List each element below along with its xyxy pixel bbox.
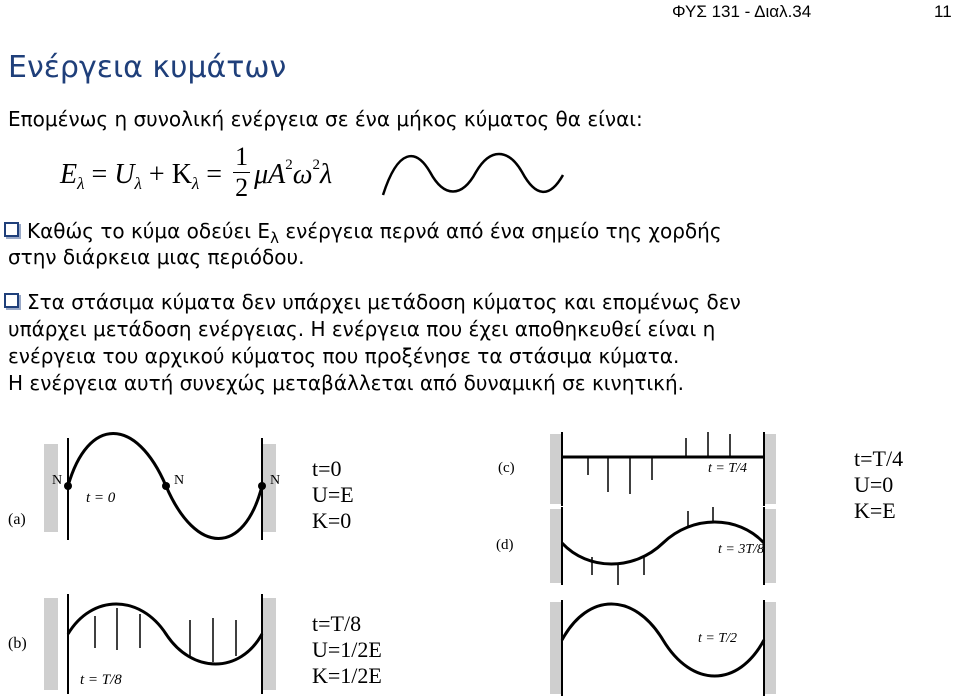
- figure-label: (c): [498, 460, 515, 476]
- checkbox-bullet-icon: [4, 293, 19, 308]
- label-time: t=T/4: [854, 446, 904, 471]
- intro-text: Επομένως η συνολική ενέργεια σε ένα μήκος κύματος θα είναι:: [8, 107, 643, 131]
- label-potential: U=0: [854, 472, 894, 497]
- formula-U: U: [114, 158, 135, 190]
- label-kinetic: K=0: [312, 508, 352, 533]
- formula-sub: λ: [77, 173, 85, 193]
- energy-formula: [60, 142, 333, 207]
- node-label: N: [52, 473, 63, 488]
- page-number: 11: [934, 2, 952, 21]
- state-label-tT8: [312, 611, 382, 689]
- formula-exponent: 2: [312, 156, 321, 173]
- figure-e-string: [548, 598, 780, 696]
- wall-right: [764, 602, 776, 694]
- figure-d-string: [548, 505, 780, 587]
- bullet2-line4: Η ενέργεια αυτή συνεχώς μεταβάλλεται από δυναμική σε κινητική.: [8, 371, 685, 395]
- time-label: t = T/2: [698, 631, 738, 646]
- time-label: t = T/4: [708, 461, 748, 476]
- formula-lambda: λ: [320, 158, 333, 190]
- label-potential: U=E: [312, 482, 354, 507]
- velocity-arrows: [592, 507, 713, 585]
- sine-wave-illustration: [378, 140, 568, 202]
- bullet2-line2: υπάρχει μετάδοση ενέργειας. Η ενέργεια που έχει αποθηκευθεί είναι η: [8, 317, 716, 341]
- sine-wave-curve: [383, 154, 563, 195]
- bullet2-line3: ενέργεια του αρχικού κύματος που προξένησε τα στάσιμα κύματα.: [8, 344, 680, 368]
- state-label-t0: [312, 456, 354, 534]
- formula-equals: =: [206, 158, 223, 190]
- time-label: t = 3T/8: [718, 542, 765, 557]
- figure-a-standing-wave: [0, 430, 300, 546]
- label-kinetic: K=1/2E: [312, 663, 382, 688]
- node-label: N: [174, 473, 185, 488]
- formula-sub: λ: [134, 173, 142, 193]
- formula-omega: ω: [292, 158, 313, 190]
- figure-c-string: [548, 430, 780, 508]
- wall-right: [764, 509, 776, 583]
- formula-A: A: [268, 158, 286, 190]
- bullet1-line1-pre: Καθώς το κύμα οδεύει Ε: [27, 219, 271, 243]
- formula-plus: +: [148, 158, 165, 190]
- wave-string: [68, 604, 262, 664]
- figure-label: (d): [496, 537, 514, 553]
- wall-left: [44, 444, 58, 532]
- label-potential: U=1/2E: [312, 637, 382, 662]
- node-dot: [258, 482, 266, 490]
- slide-title: Ενέργεια κυμάτων: [8, 50, 287, 85]
- formula-equals: =: [91, 158, 108, 190]
- fraction-numerator: 1: [235, 142, 249, 171]
- formula-K: K: [171, 158, 192, 190]
- node-label: N: [270, 473, 281, 488]
- fraction-denominator: 2: [235, 173, 249, 202]
- bullet1-subscript: λ: [270, 229, 279, 247]
- state-label-tT4: [854, 446, 903, 524]
- label-time: t=0: [312, 456, 342, 481]
- formula-sub: λ: [191, 173, 200, 193]
- node-dot: [162, 482, 170, 490]
- checkbox-bullet-icon: [4, 222, 19, 237]
- course-header: ΦΥΣ 131 - Διαλ.34: [672, 2, 812, 21]
- bullet1-line2: στην διάρκεια μιας περιόδου.: [8, 245, 305, 269]
- wall-right: [764, 434, 776, 504]
- time-label: t = T/8: [80, 672, 122, 688]
- figure-d-label-area: [494, 505, 554, 565]
- bullet1-line1-post: ενέργεια περνά από ένα σημείο της χορδής: [278, 219, 722, 243]
- wall-left: [550, 509, 562, 583]
- bullet2-line1: Στα στάσιμα κύματα δεν υπάρχει μετάδοση κύματος και επομένως δεν: [27, 290, 741, 314]
- formula-E: E: [60, 158, 78, 190]
- wall-right: [262, 598, 276, 690]
- wall-left: [550, 602, 562, 694]
- node-dot: [64, 482, 72, 490]
- label-time: t=T/8: [312, 611, 362, 636]
- wall-left: [550, 434, 562, 504]
- figure-label: (a): [8, 511, 26, 528]
- figure-b-standing-wave: [0, 590, 300, 696]
- formula-mu: μ: [254, 158, 269, 190]
- label-kinetic: K=E: [854, 498, 896, 523]
- figure-label: (b): [8, 635, 27, 652]
- formula-fraction: [233, 142, 250, 203]
- wall-left: [44, 598, 58, 690]
- formula-exponent: 2: [285, 156, 293, 173]
- time-label: t = 0: [86, 490, 116, 506]
- bullet-standing-waves: [4, 289, 741, 315]
